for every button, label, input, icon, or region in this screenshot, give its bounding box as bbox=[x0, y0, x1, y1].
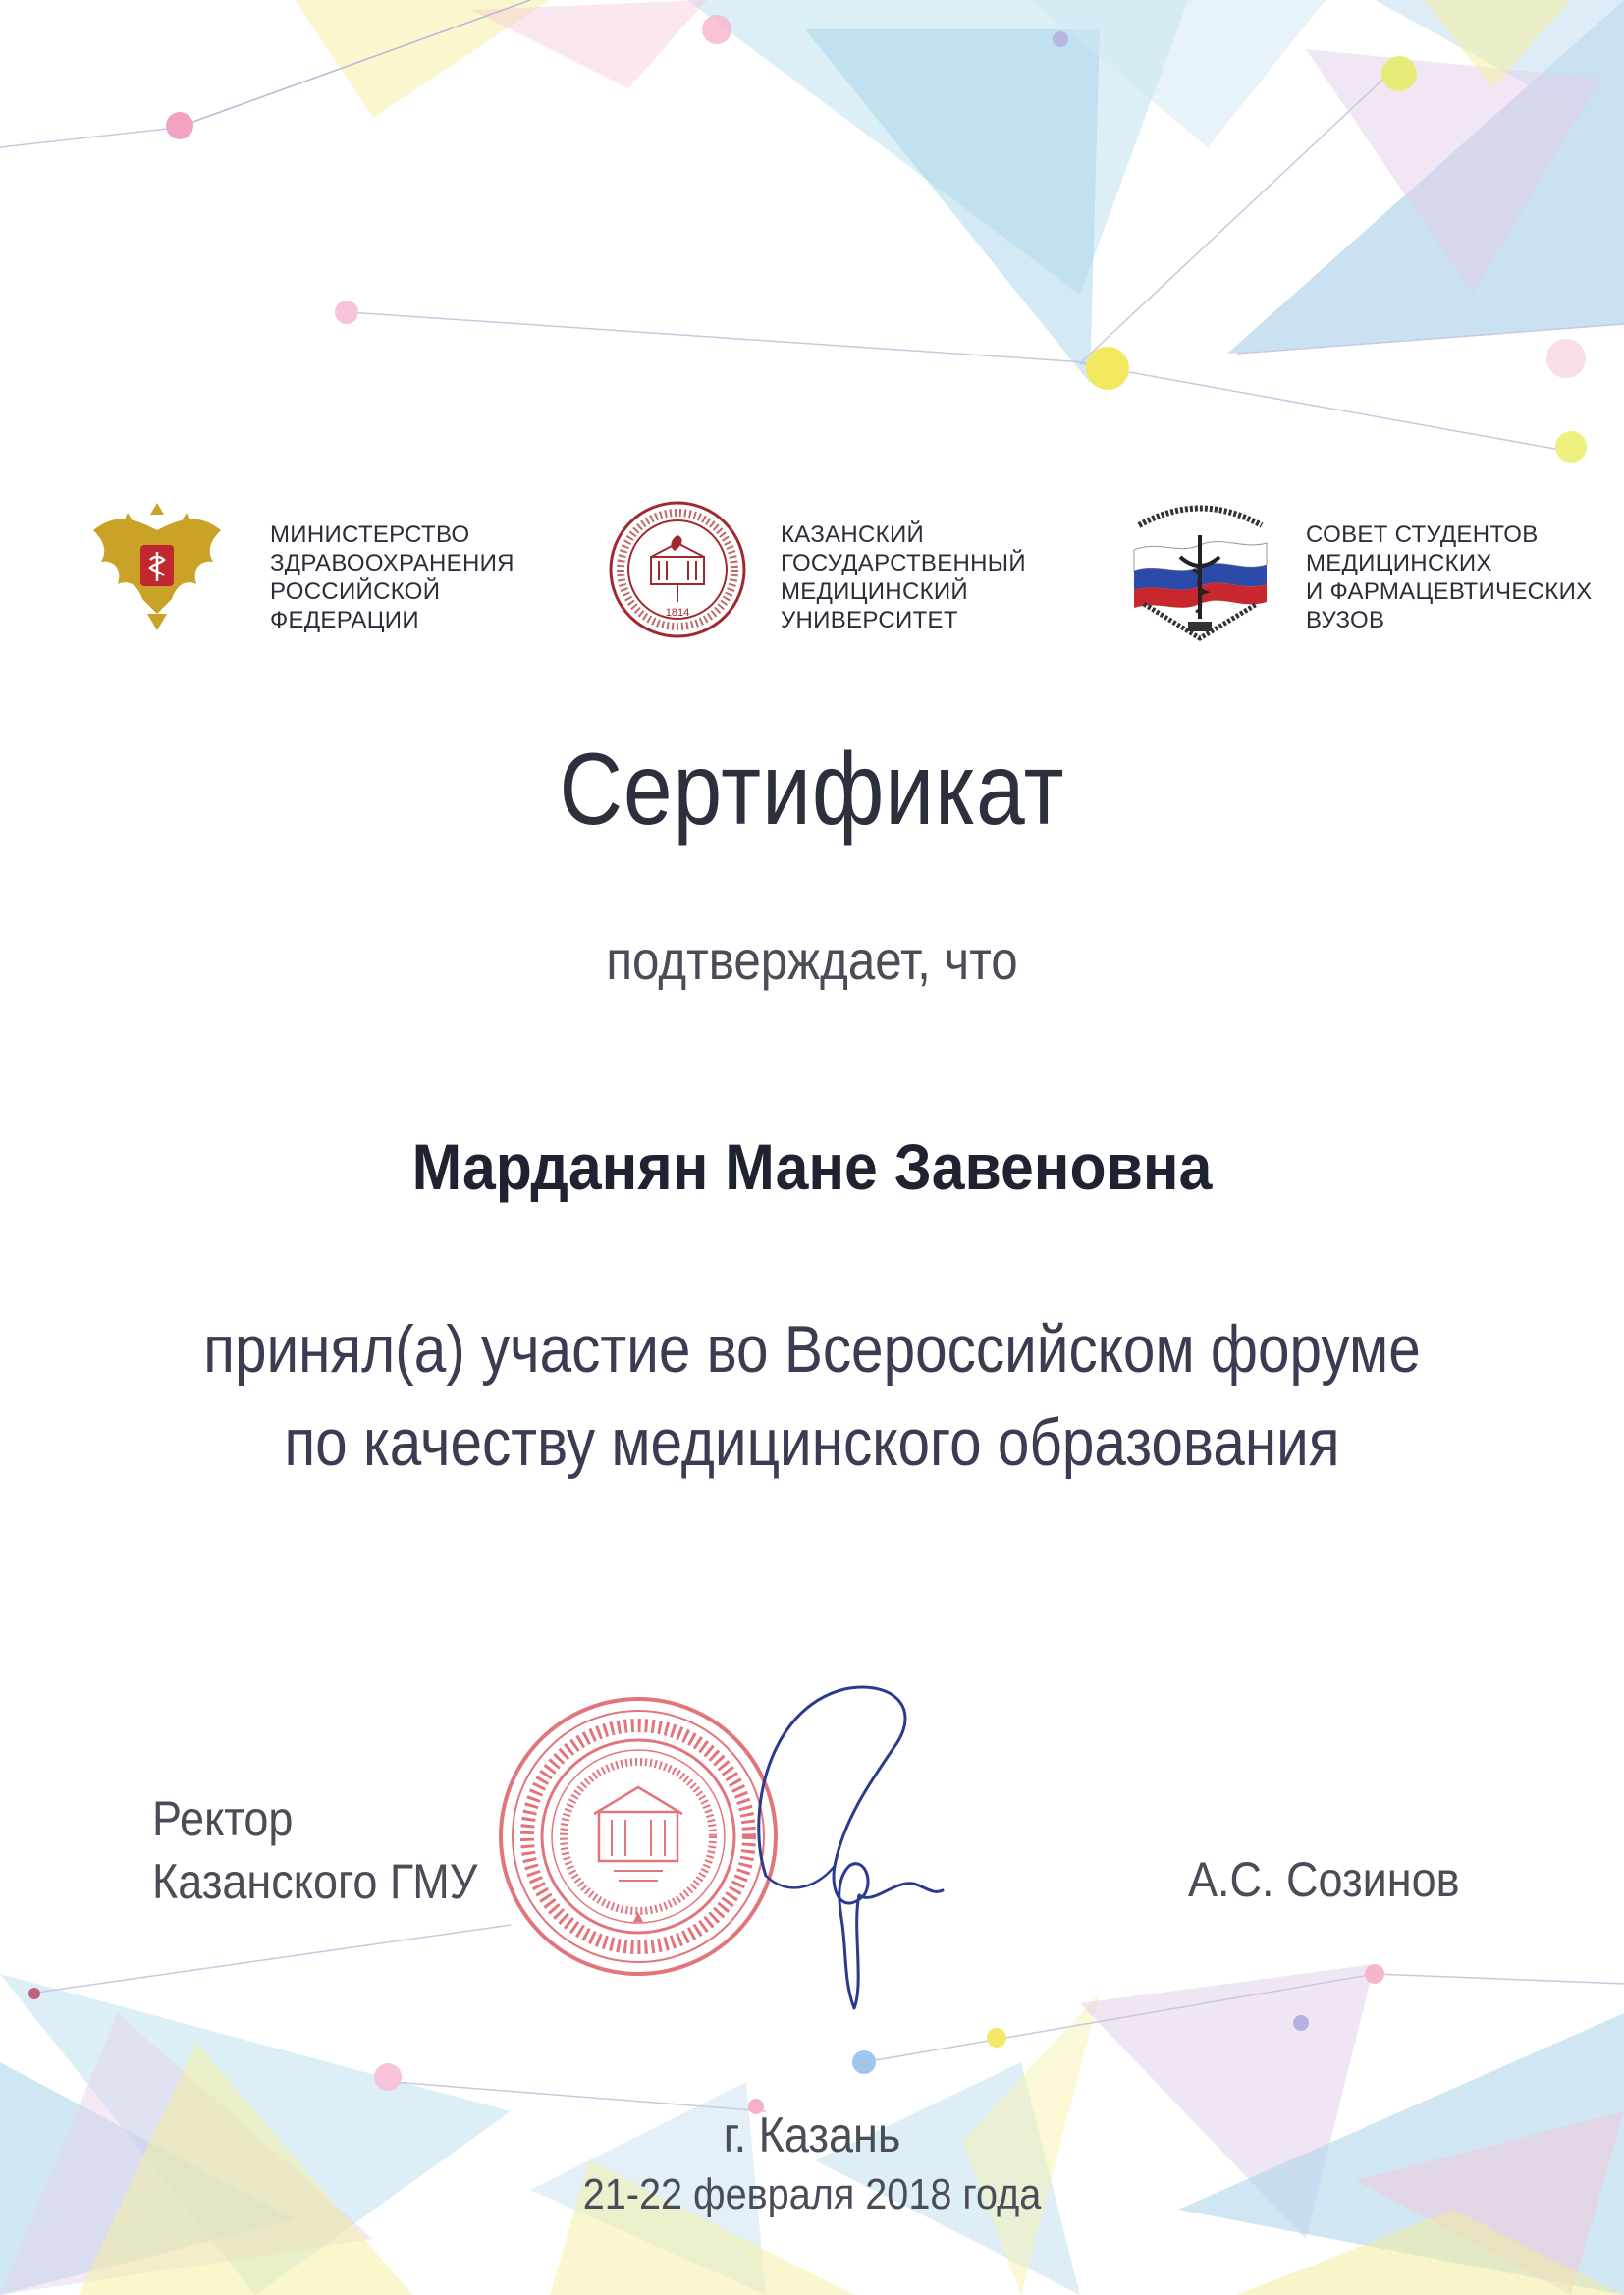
logo-university bbox=[604, 491, 1026, 648]
body-line-1: принял(а) участие во Всероссийском форуме bbox=[203, 1312, 1421, 1387]
logo-text-line: СОВЕТ СТУДЕНТОВ bbox=[1306, 521, 1539, 548]
double-headed-eagle-emblem-icon bbox=[83, 491, 231, 638]
logo-text-line: РОССИЙСКОЙ bbox=[270, 578, 441, 605]
logo-ministry-text bbox=[270, 520, 514, 634]
logo-ministry bbox=[79, 491, 530, 648]
logo-text-line: МЕДИЦИНСКИХ bbox=[1306, 550, 1492, 576]
logo-text-line: ВУЗОВ bbox=[1306, 607, 1385, 633]
rector-signature bbox=[727, 1669, 1001, 2023]
logo-text-line: И ФАРМАЦЕВТИЧЕСКИХ bbox=[1306, 578, 1593, 605]
certificate-subtitle: подтверждает, что bbox=[606, 929, 1018, 991]
logo-student-council bbox=[1119, 491, 1591, 648]
logo-text-line: ЗДРАВООХРАНЕНИЯ bbox=[270, 550, 514, 576]
signatory-role-line: Казанского ГМУ bbox=[152, 1854, 478, 1909]
signatory-role-line: Ректор bbox=[152, 1791, 294, 1846]
logo-text-line: ФЕДЕРАЦИИ bbox=[270, 607, 419, 633]
logo-text-line: КАЗАНСКИЙ bbox=[781, 521, 925, 548]
logo-text-line: УНИВЕРСИТЕТ bbox=[781, 607, 958, 633]
signatory-name: А.С. Созинов bbox=[1188, 1852, 1460, 1907]
logo-student-council-text bbox=[1306, 520, 1592, 634]
student-council-emblem-icon bbox=[1119, 496, 1281, 643]
certificate-title: Сертификат bbox=[559, 733, 1065, 847]
signatory-role bbox=[152, 1787, 477, 1913]
seal-year: 1814 bbox=[665, 607, 690, 619]
logo-text-line: ГОСУДАРСТВЕННЫЙ bbox=[781, 550, 1026, 576]
logo-text-line: МЕДИЦИНСКИЙ bbox=[781, 578, 968, 605]
logo-university-text bbox=[781, 520, 1026, 634]
recipient-name: Марданян Мане Завеновна bbox=[411, 1130, 1213, 1203]
logo-text-line: МИНИСТЕРСТВО bbox=[270, 521, 470, 548]
body-line-2: по качеству медицинского образования bbox=[284, 1405, 1340, 1480]
event-date: 21-22 февраля 2018 года bbox=[582, 2170, 1042, 2218]
university-seal-icon bbox=[604, 496, 751, 643]
event-city: г. Казань bbox=[723, 2107, 901, 2162]
